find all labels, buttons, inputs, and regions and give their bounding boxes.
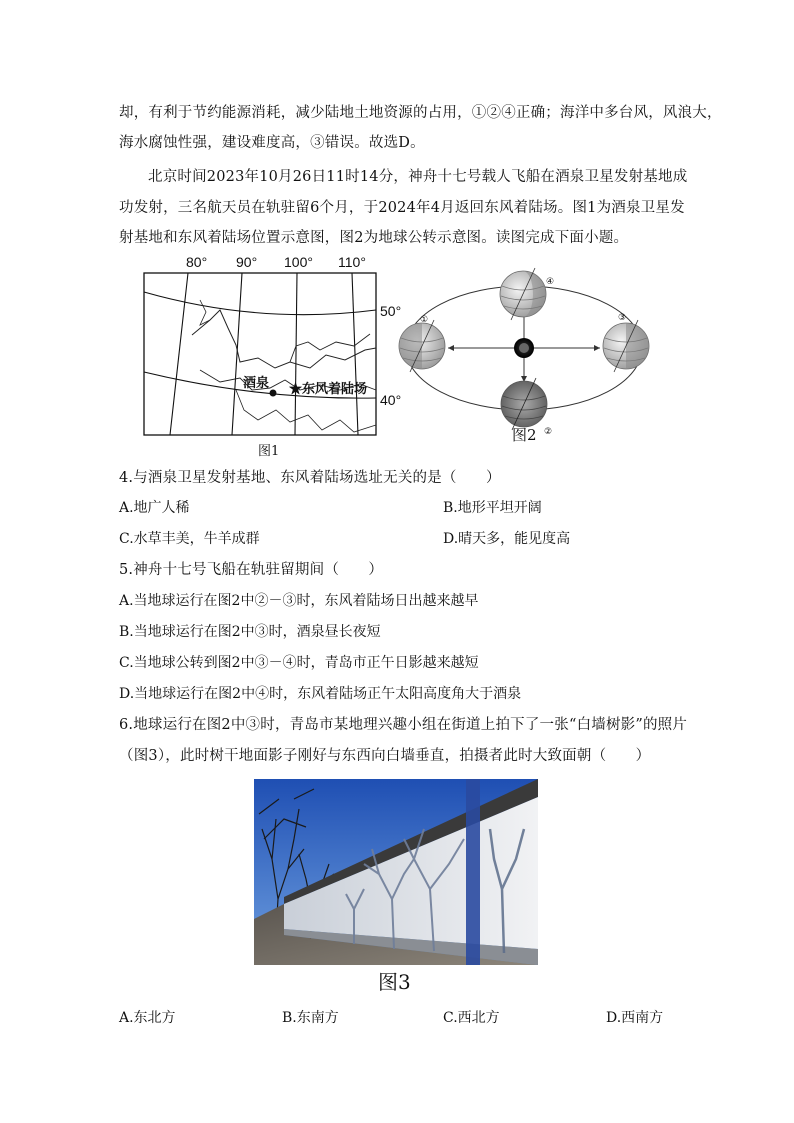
intro-line-2: 海水腐蚀性强，建设难度高，③错误。故选D。 <box>119 135 425 151</box>
foreground-pole-shadow <box>466 779 480 965</box>
q5-stem: 5.神舟十七号飞船在轨驻留期间（ ） <box>119 562 384 578</box>
figure-3-caption: 图3 <box>378 970 411 994</box>
earth-position-2 <box>501 378 547 430</box>
label-4: ④ <box>546 277 555 287</box>
jiuquan-marker <box>270 390 277 397</box>
dongfeng-label: ★东风着陆场 <box>289 381 368 396</box>
q6-option-d: D.西南方 <box>606 1010 664 1026</box>
q4-stem: 4.与酒泉卫星发射基地、东风着陆场选址无关的是（ ） <box>119 470 501 486</box>
q6-option-c: C.西北方 <box>443 1010 500 1026</box>
lon-label-100: 100° <box>284 254 313 270</box>
q5-option-d: D.当地球运行在图2中④时，东风着陆场正午太阳高度角大于酒泉 <box>119 686 522 702</box>
q5-option-c: C.当地球公转到图2中③－④时，青岛市正午日影越来越短 <box>119 655 479 671</box>
lon-label-90: 90° <box>236 254 258 270</box>
jiuquan-label: 酒泉 <box>243 375 270 390</box>
lon-label-110: 110° <box>338 254 366 270</box>
passage-line-1: 北京时间2023年10月26日11时14分，神舟十七号载人飞船在酒泉卫星发射基地成 <box>148 169 688 185</box>
label-2: ② <box>544 427 553 437</box>
lat-label-40: 40° <box>380 392 402 408</box>
q4-option-b: B.地形平坦开阔 <box>443 500 542 516</box>
earth-position-4 <box>500 268 546 320</box>
q5-option-b: B.当地球运行在图2中③时，酒泉昼长夜短 <box>119 624 381 640</box>
passage-line-2: 功发射，三名航天员在轨驻留6个月，于2024年4月返回东风着陆场。图1为酒泉卫星发 <box>119 200 685 216</box>
figure-3-photo <box>254 779 538 965</box>
q6-option-a: A.东北方 <box>119 1010 176 1026</box>
intro-line-1: 却，有利于节约能源消耗，减少陆地土地资源的占用，①②④正确；海洋中多台风，风浪大， <box>119 105 722 121</box>
q4-option-a: A.地广人稀 <box>119 500 190 516</box>
figure-1-map <box>140 250 410 460</box>
earth-position-3 <box>603 320 649 372</box>
label-1: ① <box>420 315 429 325</box>
q6-stem-line-1: 6.地球运行在图2中③时，青岛市某地理兴趣小组在街道上拍下了一张“白墙树影”的照片 <box>119 717 688 733</box>
lon-label-80: 80° <box>186 254 208 270</box>
lat-label-50: 50° <box>380 303 402 319</box>
label-3: ③ <box>618 313 627 323</box>
figure-1-caption: 图1 <box>258 444 280 459</box>
q5-option-a: A.当地球运行在图2中②－③时，东风着陆场日出越来越早 <box>119 593 479 609</box>
figure-2-orbit <box>396 264 656 446</box>
q6-option-b: B.东南方 <box>282 1010 339 1026</box>
figure-2-caption: 图2 <box>512 426 537 444</box>
q6-stem-line-2: （图3），此时树干地面影子刚好与东西向白墙垂直，拍摄者此时大致面朝（ ） <box>119 748 651 764</box>
earth-position-1 <box>399 320 445 372</box>
q4-option-d: D.晴天多，能见度高 <box>443 531 571 547</box>
passage-line-3: 射基地和东风着陆场位置示意图，图2为地球公转示意图。读图完成下面小题。 <box>119 230 629 246</box>
q4-option-c: C.水草丰美，牛羊成群 <box>119 531 260 547</box>
